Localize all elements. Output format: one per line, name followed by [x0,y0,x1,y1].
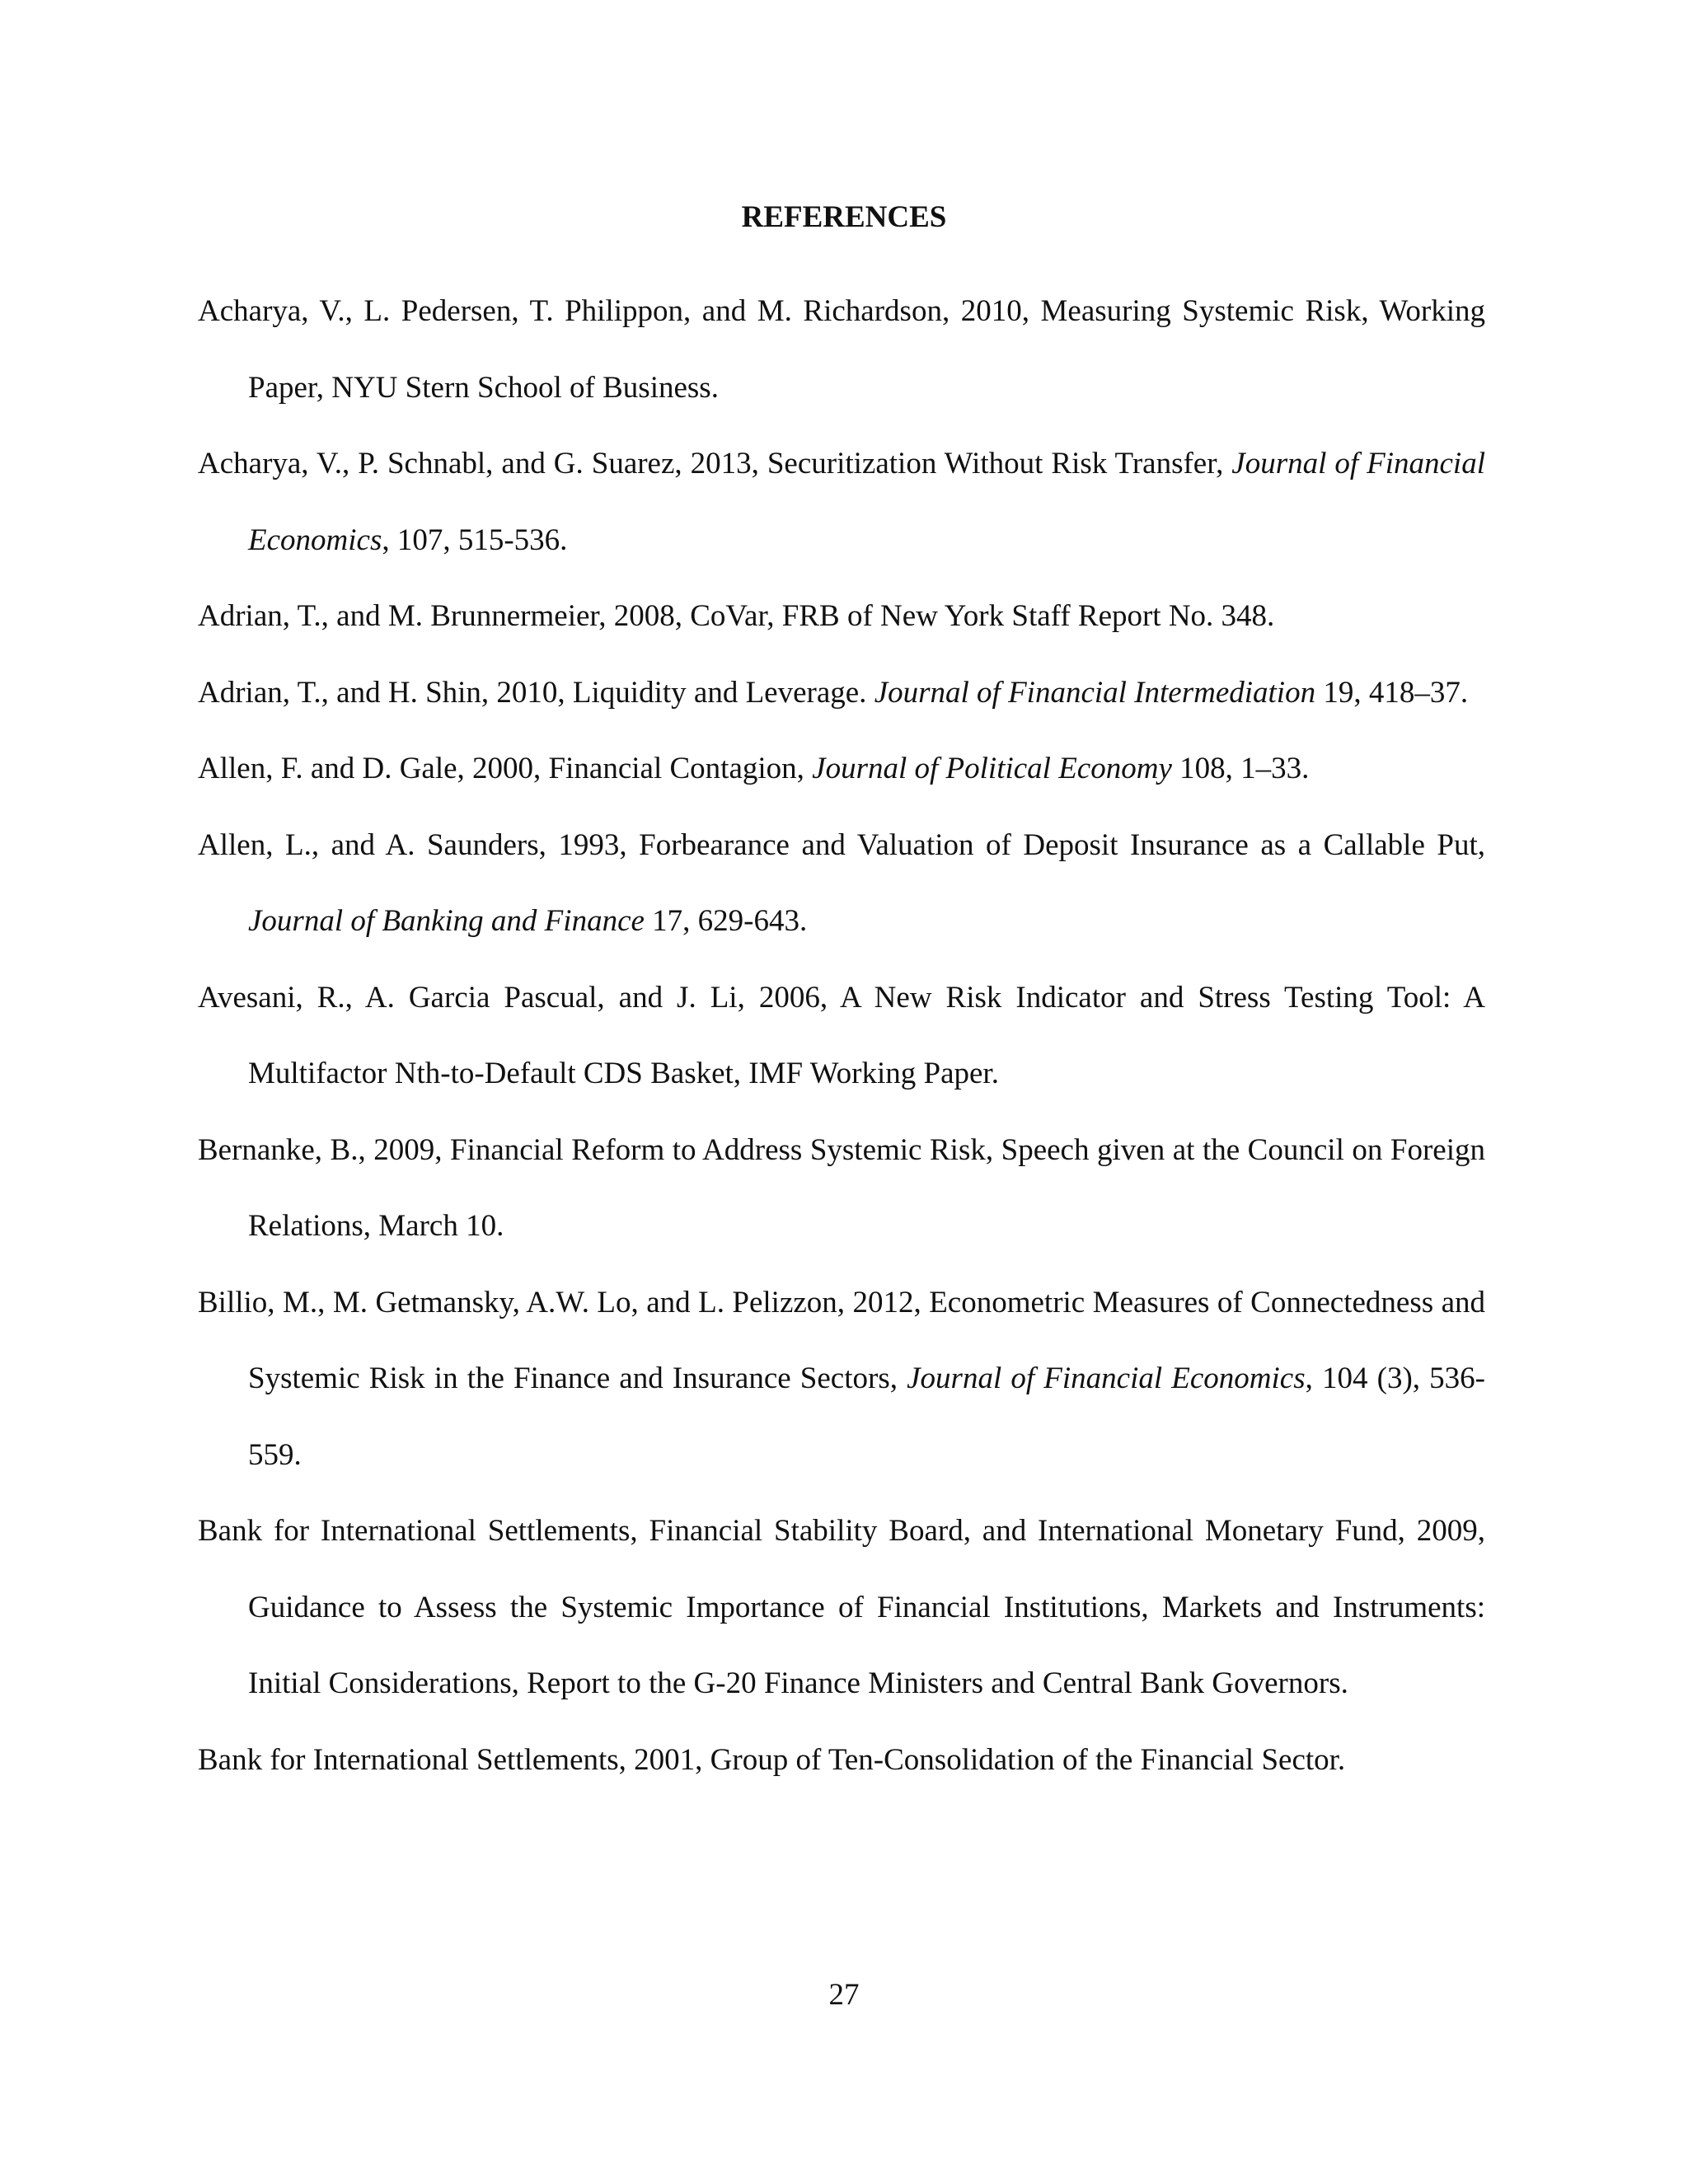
reference-entry [198,1113,1485,1265]
reference-journal: Journal of Financial Economics [907,1361,1306,1395]
reference-entry [198,1722,1485,1799]
reference-journal: Journal of Financial Intermediation [874,675,1316,710]
reference-text: Acharya, V., L. Pedersen, T. Philippon, and M. Richardson, 2010, Measuring Systemic Risk, Working Paper, NYU Stern School of Business. [198,294,1485,405]
reference-journal: Journal of Political Economy [812,752,1172,785]
reference-journal: Journal of Banking and Finance [248,904,645,938]
reference-entry [198,655,1485,732]
reference-entry [198,808,1485,960]
reference-journal: Journal of Financial Economics [248,447,1485,557]
reference-entry [198,1493,1485,1722]
reference-details: , 107, 515-536. [382,523,568,557]
page-number: 27 [828,1978,860,2012]
reference-details: 108, 1–33. [1171,752,1310,785]
reference-text: Bank for International Settlements, 2001, Group of Ten-Consolidation of the Financial Sector. [198,1742,1346,1777]
reference-text: Allen, F. and D. Gale, 2000, Financial Contagion, [198,752,813,785]
reference-text: Bernanke, B., 2009, Financial Reform to Address Systemic Risk, Speech given at the Council on Foreign Relations, March 10. [198,1132,1485,1243]
reference-text: Adrian, T., and H. Shin, 2010, Liquidity and Leverage. [198,675,874,710]
reference-text: Allen, L., and A. Saunders, 1993, Forbearance and Valuation of Deposit Insurance as a Callable Put, [198,827,1485,862]
reference-details: , 104 (3), 536-559. [248,1361,1485,1472]
reference-text: Acharya, V., P. Schnabl, and G. Suarez, 2013, Securitization Without Risk Transfer, [198,447,1232,480]
reference-text: Bank for International Settlements, Financial Stability Board, and International Monetary Fund, 2009, Guidance to Assess the Systemic Importance of Financial Institutions, Markets and Instruments: Initial Considerations, Report to the G-20 Finance Ministers and Central Bank Governors. [198,1514,1485,1700]
reference-entry [198,274,1485,426]
reference-entry [198,731,1485,808]
reference-text: Adrian, T., and M. Brunnermeier, 2008, CoVar, FRB of New York Staff Report No. 348. [198,599,1275,633]
reference-details: 19, 418–37. [1315,675,1469,710]
reference-text: Billio, M., M. Getmansky, A.W. Lo, and L. Pelizzon, 2012, Econometric Measures of Connectedness and Systemic Risk in the Finance and Insurance Sectors, [198,1285,1485,1395]
references-heading: REFERENCES [741,200,947,234]
reference-details: 17, 629-643. [644,904,808,938]
references-list [198,274,1485,1798]
reference-entry [198,426,1485,579]
reference-entry [198,960,1485,1113]
reference-text: Avesani, R., A. Garcia Pascual, and J. Li, 2006, A New Risk Indicator and Stress Testing Tool: A Multifactor Nth-to-Default CDS Basket, IMF Working Paper. [198,980,1485,1090]
reference-entry [198,579,1485,655]
reference-entry [198,1265,1485,1494]
